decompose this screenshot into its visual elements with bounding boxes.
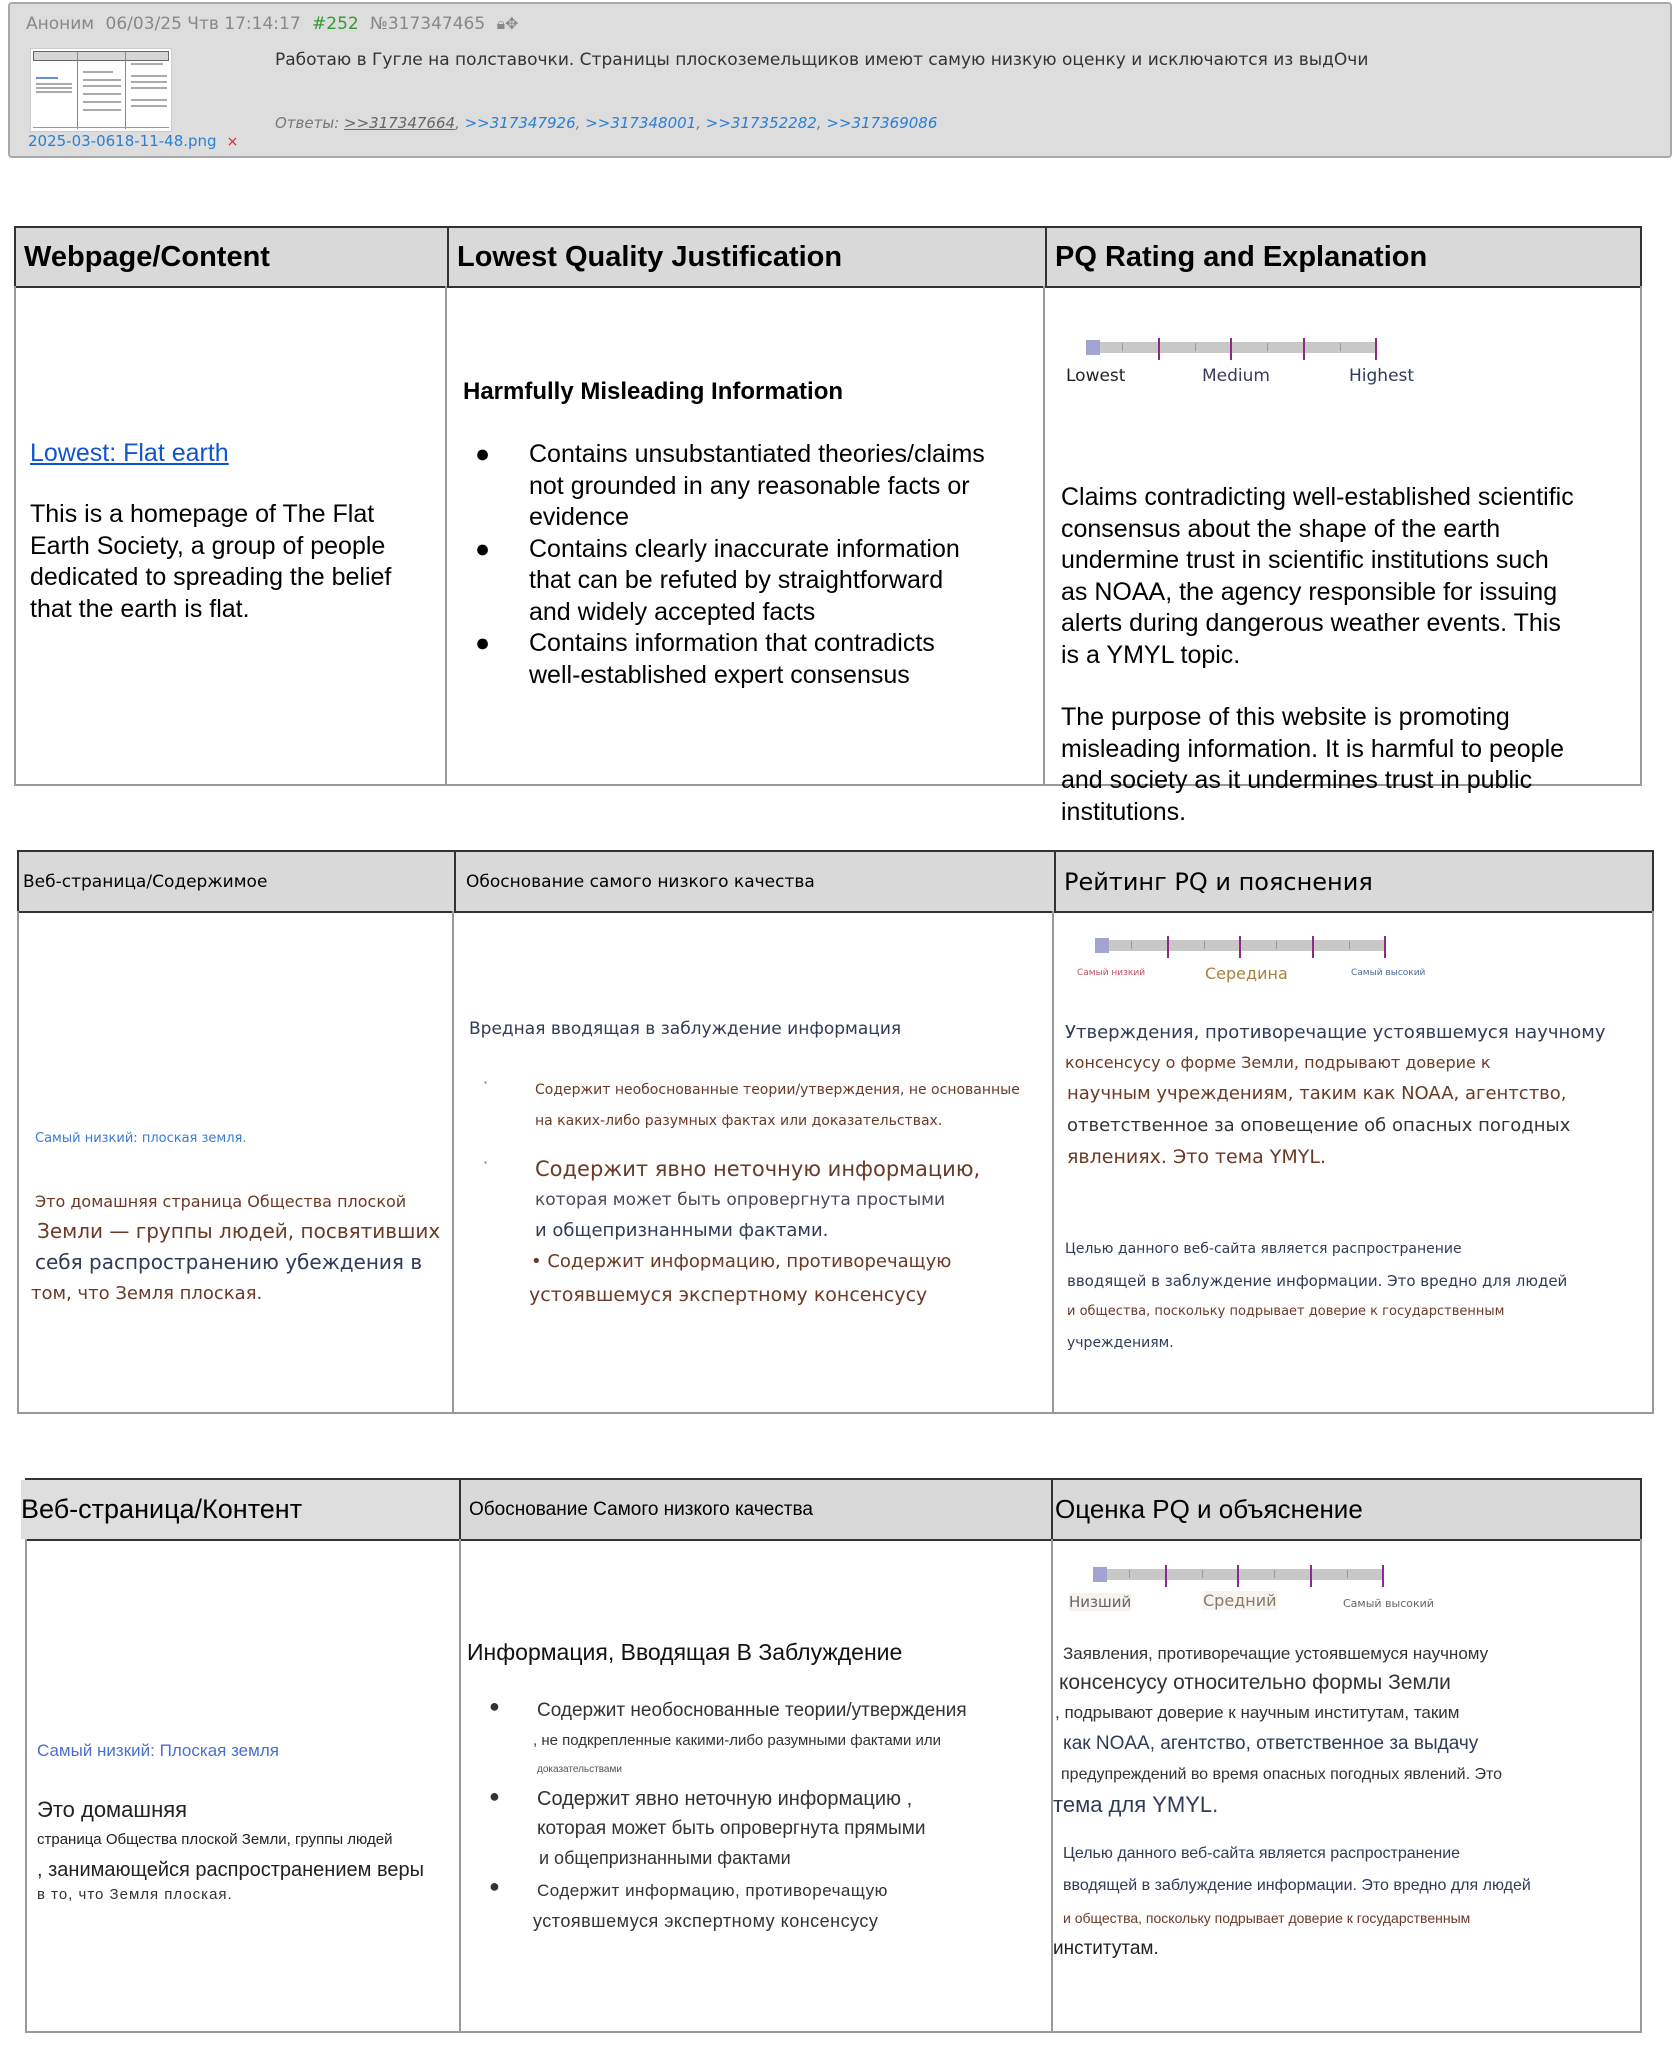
header-webpage-content: Webpage/Content [24, 240, 270, 273]
header-justification: Обоснование самого низкого качества [466, 871, 815, 892]
scale-label-highest: Highest [1349, 366, 1415, 386]
scale-label-highest: Самый высокий [1351, 968, 1426, 978]
table-body-row [25, 1539, 1642, 2033]
scale-label-lowest: Lowest [1066, 366, 1126, 386]
explanation-cell [1061, 482, 1641, 828]
scale-label-lowest: Низший [1069, 1593, 1132, 1611]
table-header-row [14, 226, 1642, 288]
filename-link[interactable]: 2025-03-0618-11-48.png [28, 132, 217, 150]
scale-major-tick [1310, 1565, 1312, 1587]
header-webpage-content: Веб-страница/Содержимое [23, 871, 268, 892]
justification-list [469, 1073, 1049, 1312]
list-item: ● Contains clearly inaccurate information that can be refuted by straightforward and widely accepted facts [475, 534, 960, 626]
table-body-row [14, 286, 1642, 826]
scale-label-medium: Medium [1202, 366, 1270, 386]
explanation-cell [1065, 1018, 1650, 1359]
justification-cell [467, 1639, 1047, 1936]
list-item: ● Contains unsubstantiated theories/claims not grounded in any reasonable facts or evidence [475, 440, 985, 531]
scale-major-tick [1167, 936, 1169, 958]
explanation-paragraph-2: Целью данного веб-сайта является распространение вводящей в заблуждение информации. Это вредно для людей и общества, поскольку подрывает доверие к государственным учреждениям. [1065, 1241, 1568, 1351]
post-datetime: 06/03/25 Чтв 17:14:17 [105, 14, 301, 34]
post-number[interactable]: №317347465 [370, 14, 486, 34]
scale-minor-tick [1349, 941, 1350, 949]
list-item: · Содержит необоснованные теории/утверждения, не основанные на каких-либо разумных фактах или доказательствах. [483, 1073, 1020, 1129]
table-header-row [21, 1478, 1642, 1541]
rating-marker [1086, 340, 1100, 355]
reply-link[interactable]: >>317347664 [344, 114, 456, 132]
pq-rating-scale [1056, 330, 1415, 390]
explanation-paragraph-1: Заявления, противоречащие устоявшемуся научному консенсусу относительно формы Земли , подрывают доверие к научным институтам, таким как NOAA, агентство, ответственное за выдачу предупреждений во время опасных погодных явлений. Это тема для YMYL. [1053, 1644, 1503, 1817]
pq-rating-scale [1063, 1557, 1434, 1617]
justification-title: Harmfully Misleading Information [463, 378, 844, 405]
justification-cell [469, 1019, 1049, 1312]
list-item: ● Contains information that contradicts well-established expert consensus [475, 629, 935, 689]
list-item: • Содержит информацию, противоречащую устоявшемуся экспертному консенсусу [529, 1251, 952, 1306]
justification-title: Информация, Вводящая В Заблуждение [467, 1639, 903, 1665]
list-item: ● Содержит необоснованные теории/утверждения , не подкрепленные какими-либо разумными фактами или доказательствами [489, 1696, 967, 1775]
content-cell [30, 439, 440, 625]
attachment-filename[interactable] [28, 132, 238, 150]
explanation-paragraph-1: Claims contradicting well-established scientific consensus about the shape of the earth undermine trust in scientific institutions such as NOAA, the agency responsible for issuing alerts during dangerous weather events. This is a YMYL topic. [1061, 483, 1574, 669]
rating-marker [1093, 1567, 1107, 1582]
scale-minor-tick [1129, 1570, 1130, 1578]
scale-minor-tick [1131, 941, 1132, 949]
explanation-cell [1053, 1639, 1643, 1964]
scale-minor-tick [1202, 1570, 1203, 1578]
scale-minor-tick [1347, 1570, 1348, 1578]
table-body-row [17, 911, 1654, 1414]
replies: Ответы: >>317347664, >>317347926, >>317348001, >>317352282, >>317369086 [275, 114, 938, 132]
scale-major-tick [1303, 338, 1305, 360]
bullet-icon: · [483, 1073, 489, 1092]
scale-label-medium: Средний [1203, 1591, 1277, 1610]
justification-cell [463, 376, 1033, 691]
bullet-icon: ● [475, 534, 491, 563]
scale-major-tick [1375, 338, 1377, 360]
list-item: ● Содержит информацию, противоречащую устоявшемуся экспертному консенсусу [489, 1876, 888, 1931]
example-link[interactable]: Самый низкий: Плоская земля [37, 1741, 279, 1760]
rating-table-russian-2 [21, 1478, 1642, 2033]
move-icon[interactable]: ✥ [505, 14, 519, 33]
scale-minor-tick [1122, 343, 1123, 351]
scale-minor-tick [1195, 343, 1196, 351]
explanation-paragraph-2: The purpose of this website is promoting misleading information. It is harmful to people and society as it undermines trust in public institutions. [1061, 703, 1565, 826]
scale-major-tick [1239, 936, 1241, 958]
imageboard-post [8, 2, 1672, 158]
content-cell [37, 1741, 457, 1905]
scale-label-lowest: Самый низкий [1077, 968, 1146, 978]
explanation-paragraph-2: Целью данного веб-сайта является распространение вводящей в заблуждение информации. Это вредно для людей и общества, поскольку подрывает доверие к государственным институтам. [1053, 1845, 1531, 1959]
justification-list [463, 439, 1033, 691]
justification-title: Вредная вводящая в заблуждение информация [469, 1019, 902, 1039]
content-description: Это домашняя страница Общества плоской Земли, группы людей , занимающейся распространением веры в то, что Земля плоская. [37, 1797, 424, 1903]
rating-table-russian-1 [17, 850, 1654, 1414]
header-pq-rating: Оценка PQ и объяснение [1055, 1494, 1363, 1524]
scale-minor-tick [1276, 941, 1277, 949]
scale-minor-tick [1340, 343, 1341, 351]
scale-major-tick [1165, 1565, 1167, 1587]
justification-list [467, 1696, 1047, 1936]
reply-link[interactable]: >>317347926 [464, 114, 576, 132]
lock-icon: 🔒︎ [496, 14, 506, 33]
header-webpage-content: Веб-страница/Контент [21, 1480, 461, 1539]
reply-link[interactable]: >>317369086 [826, 114, 938, 132]
scale-major-tick [1382, 1565, 1384, 1587]
reply-link[interactable]: >>317348001 [585, 114, 697, 132]
scale-major-tick [1230, 338, 1232, 360]
example-link[interactable]: Самый низкий: плоская земля. [35, 1131, 247, 1146]
explanation-paragraph-1: Утверждения, противоречащие устоявшемуся научному консенсусу о форме Земли, подрывают доверие к научным учреждениям, таким как NOAA, агентство, ответственное за оповещение об опасных погодных явлениях. Это тема YMYL. [1065, 1022, 1606, 1168]
bullet-icon: · [483, 1153, 489, 1172]
header-pq-rating: PQ Rating and Explanation [1055, 240, 1428, 273]
post-text: Работаю в Гугле на полставочки. Страницы плоскоземельщиков имеют самую низкую оценку и исключаются из выдОчи [275, 50, 1369, 70]
pq-rating-scale [1065, 928, 1426, 988]
header-justification: Lowest Quality Justification [457, 240, 843, 273]
table-header-row [17, 850, 1654, 913]
bullet-icon: ● [475, 629, 491, 657]
list-item: ● Содержит явно неточную информацию , которая может быть опровергнута прямыми и общепризнанными фактами [489, 1786, 926, 1868]
rating-table-english [14, 226, 1642, 826]
example-link[interactable]: Lowest: Flat earth [30, 439, 229, 467]
scale-major-tick [1158, 338, 1160, 360]
scale-label-medium: Середина [1205, 964, 1288, 983]
header-justification: Обоснование Самого низкого качества [469, 1498, 813, 1520]
post-meta [26, 14, 519, 34]
delete-attachment-icon[interactable]: × [226, 134, 239, 150]
content-cell [31, 1131, 445, 1309]
scale-minor-tick [1274, 1570, 1275, 1578]
scale-major-tick [1312, 936, 1314, 958]
scale-major-tick [1384, 936, 1386, 958]
scale-minor-tick [1204, 941, 1205, 949]
reply-link[interactable]: >>317352282 [705, 114, 817, 132]
bullet-icon: ● [475, 440, 491, 468]
scale-major-tick [1237, 1565, 1239, 1587]
scale-label-highest: Самый высокий [1343, 1597, 1434, 1610]
post-index: #252 [312, 14, 359, 34]
bullet-icon: ● [489, 1696, 500, 1716]
attachment-thumbnail[interactable] [30, 48, 172, 132]
scale-minor-tick [1267, 343, 1268, 351]
rating-marker [1095, 938, 1109, 953]
list-item: · Содержит явно неточную информацию, которая может быть опровергнута простыми и общепризнанными фактами. [483, 1153, 981, 1241]
post-author: Аноним [26, 14, 95, 34]
header-pq-rating: Рейтинг PQ и пояснения [1064, 867, 1373, 896]
bullet-icon: ● [489, 1786, 500, 1806]
bullet-icon: ● [489, 1876, 500, 1896]
replies-label: Ответы: [275, 114, 340, 132]
content-description: This is a homepage of The Flat Earth Society, a group of people dedicated to spreading the belief that the earth is flat. [30, 500, 392, 623]
content-description: Это домашняя страница Общества плоской Земли — группы людей, посвятивших себя распространению убеждения в том, что Земля плоская. [31, 1192, 441, 1304]
